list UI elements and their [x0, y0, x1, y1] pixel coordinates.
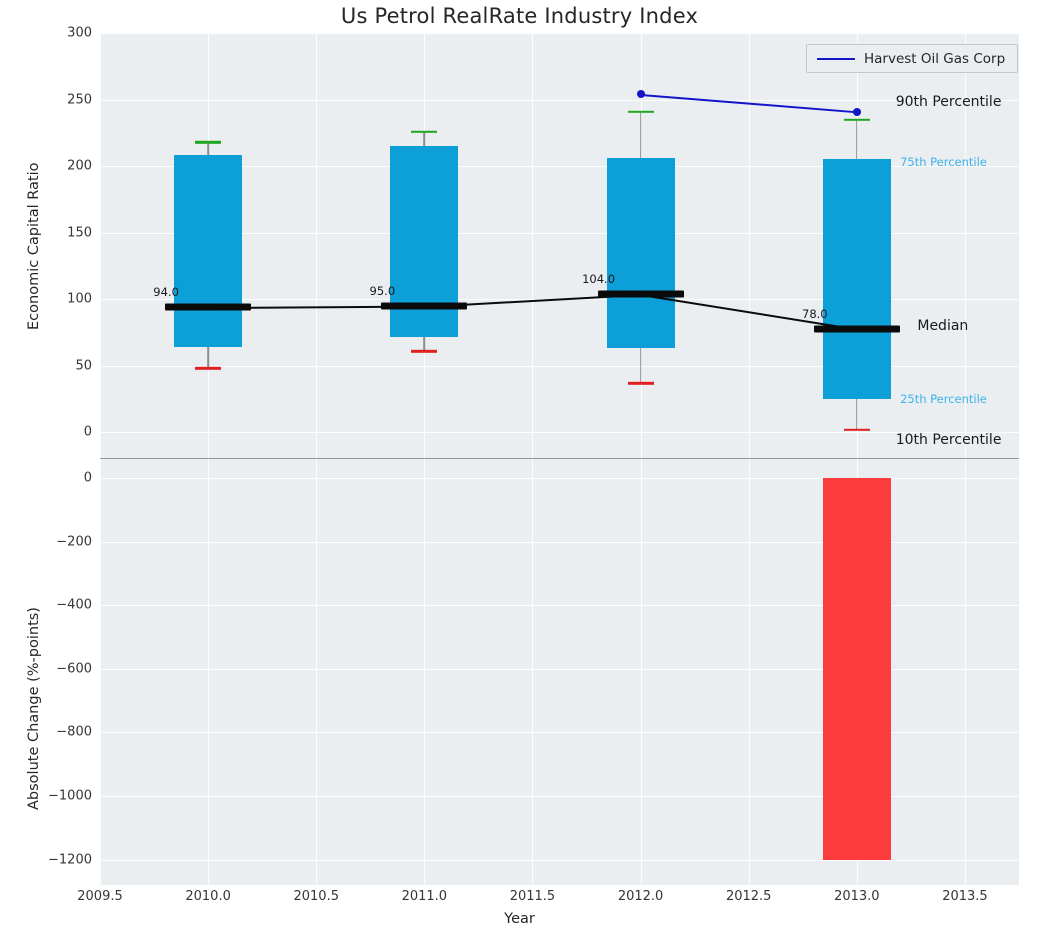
zero-line: [100, 458, 1019, 459]
percentile-10-cap: [844, 429, 870, 431]
y-tick-label: 300: [67, 25, 92, 41]
y-tick-label: −200: [56, 534, 92, 550]
percentile-10-cap: [628, 382, 654, 384]
x-tick-label: 2013.0: [834, 889, 880, 904]
y-tick-label: −600: [56, 661, 92, 677]
x-axis-label: Year: [504, 911, 535, 927]
x-tick-label: 2012.0: [617, 889, 664, 904]
annotation-label: Median: [917, 317, 969, 334]
y-tick-label: 50: [75, 358, 92, 374]
median-value-label: 95.0: [369, 283, 396, 298]
y-tick-label: 150: [67, 225, 92, 241]
gridline: [100, 860, 1019, 861]
y-tick-label: −800: [56, 724, 92, 740]
y-tick-label: −1200: [48, 852, 92, 868]
percentile-90-cap: [844, 118, 870, 120]
percentile-90-cap: [195, 141, 221, 143]
median-value-label: 104.0: [582, 271, 616, 286]
y-tick-label: 0: [83, 424, 92, 440]
percentile-90-cap: [628, 110, 654, 112]
legend-label: Harvest Oil Gas Corp: [864, 50, 1006, 67]
gridline: [100, 459, 101, 885]
chart-title: Us Petrol RealRate Industry Index: [340, 4, 699, 28]
y-tick-label: 0: [83, 470, 92, 486]
y-tick-label: 250: [67, 92, 92, 108]
chart-legend: [806, 44, 1018, 73]
series-point: [853, 108, 861, 116]
x-tick-label: 2011.5: [509, 889, 556, 904]
gridline: [532, 33, 533, 459]
legend-line-icon: [817, 58, 855, 60]
gridline: [100, 33, 1019, 34]
box: [174, 155, 242, 347]
gridline: [208, 459, 209, 885]
gridline: [100, 33, 101, 459]
gridline: [641, 459, 642, 885]
annotation-label: 75th Percentile: [900, 155, 987, 170]
y-tick-label: −1000: [48, 788, 92, 804]
change-bar: [823, 478, 891, 859]
x-tick-label: 2011.0: [401, 889, 448, 904]
box: [607, 158, 675, 348]
gridline: [100, 100, 1019, 101]
median-value-label: 94.0: [153, 285, 179, 300]
x-tick-label: 2012.5: [725, 889, 772, 904]
y-tick-label: −400: [56, 597, 92, 613]
gridline: [100, 432, 1019, 433]
gridline: [532, 459, 533, 885]
gridline: [965, 459, 966, 885]
x-tick-label: 2009.5: [77, 889, 123, 904]
annotation-label: 10th Percentile: [895, 432, 1002, 449]
gridline: [424, 459, 425, 885]
x-tick-label: 2010.0: [185, 889, 231, 904]
y-axis-label-top: Economic Capital Ratio: [26, 162, 42, 330]
median-value-label: 78.0: [802, 306, 828, 321]
percentile-10-cap: [411, 350, 437, 352]
gridline: [749, 459, 750, 885]
box: [823, 159, 891, 399]
series-point: [637, 90, 645, 98]
percentile-10-cap: [195, 367, 221, 369]
y-tick-label: 100: [67, 291, 92, 307]
y-tick-label: 200: [67, 158, 92, 174]
x-tick-label: 2010.5: [293, 889, 339, 904]
percentile-90-cap: [411, 130, 437, 132]
gridline: [316, 459, 317, 885]
gridline: [749, 33, 750, 459]
annotation-label: 90th Percentile: [895, 94, 1002, 111]
x-tick-label: 2013.5: [942, 889, 988, 904]
y-axis-label-bottom: Absolute Change (%-points): [26, 607, 42, 810]
annotation-label: 25th Percentile: [900, 392, 987, 407]
gridline: [316, 33, 317, 459]
